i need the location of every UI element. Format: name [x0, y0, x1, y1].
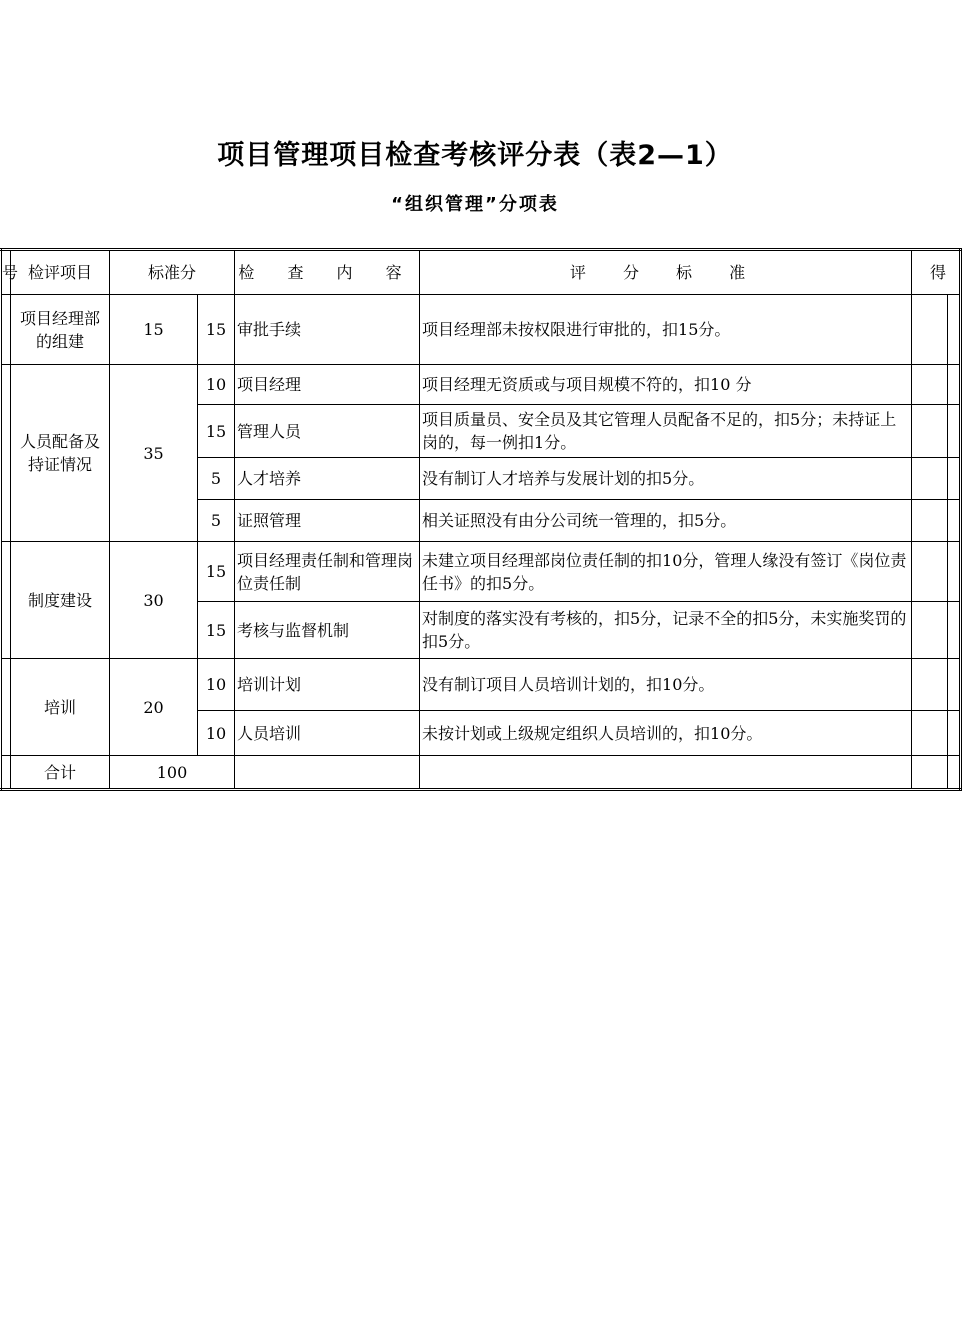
item-cell: 制度建设 [11, 542, 110, 659]
trailing-cell [948, 365, 961, 405]
score-table-container [0, 248, 959, 792]
score-cell [912, 542, 948, 602]
criteria-cell: 项目经理部未按权限进行审批的，扣15分。 [420, 295, 912, 365]
content-cell: 审批手续 [235, 295, 420, 365]
standard-score-cell: 15 [110, 295, 198, 365]
content-cell [235, 756, 420, 790]
trailing-cell [948, 458, 961, 500]
points-cell: 15 [198, 602, 235, 659]
score-cell [912, 405, 948, 458]
content-cell: 考核与监督机制 [235, 602, 420, 659]
content-cell: 培训计划 [235, 659, 420, 711]
points-cell: 15 [198, 405, 235, 458]
criteria-cell: 没有制订项目人员培训计划的，扣10分。 [420, 659, 912, 711]
item-cell: 人员配备及持证情况 [11, 365, 110, 542]
score-cell [912, 365, 948, 405]
criteria-cell [420, 756, 912, 790]
score-cell [912, 602, 948, 659]
content-cell: 管理人员 [235, 405, 420, 458]
standard-score-cell: 20 [110, 659, 198, 756]
trailing-cell [948, 295, 961, 365]
seq-cell [1, 542, 11, 659]
content-cell: 人才培养 [235, 458, 420, 500]
total-score-cell: 100 [110, 756, 235, 790]
header-check-content-cell: 检 查 内 容 [235, 250, 420, 295]
trailing-cell [948, 756, 961, 790]
score-cell [912, 295, 948, 365]
table-header-row [1, 250, 961, 295]
content-cell: 项目经理责任制和管理岗位责任制 [235, 542, 420, 602]
document-title: 项目管理项目检查考核评分表（表2—1） [217, 140, 733, 171]
points-cell: 10 [198, 711, 235, 756]
score-cell [912, 458, 948, 500]
header-standard-score-cell: 标准分 [110, 250, 235, 295]
criteria-cell: 没有制订人才培养与发展计划的扣5分。 [420, 458, 912, 500]
criteria-cell: 对制度的落实没有考核的，扣5分，记录不全的扣5分，未实施奖罚的扣5分。 [420, 602, 912, 659]
table-row [1, 295, 961, 365]
trailing-cell [948, 711, 961, 756]
score-cell [912, 756, 948, 790]
total-label-cell: 合计 [11, 756, 110, 790]
trailing-cell [948, 500, 961, 542]
standard-score-cell: 30 [110, 542, 198, 659]
header-score-cell: 得 [912, 250, 961, 295]
seq-cell [1, 659, 11, 756]
content-cell: 项目经理 [235, 365, 420, 405]
trailing-cell [948, 405, 961, 458]
seq-cell [1, 365, 11, 542]
points-cell: 15 [198, 295, 235, 365]
points-cell: 15 [198, 542, 235, 602]
points-cell: 10 [198, 659, 235, 711]
points-cell: 5 [198, 500, 235, 542]
header-criteria-cell: 评 分 标 准 [420, 250, 912, 295]
document-subtitle: “组织管理”分项表 [391, 194, 559, 215]
criteria-cell: 未建立项目经理部岗位责任制的扣10分，管理人缘没有签订《岗位责任书》的扣5分。 [420, 542, 912, 602]
score-cell [912, 500, 948, 542]
score-cell [912, 659, 948, 711]
header-item-cell: 检评项目 [11, 250, 110, 295]
table-row [1, 365, 961, 405]
points-cell: 5 [198, 458, 235, 500]
criteria-cell: 项目经理无资质或与项目规模不符的，扣10 分 [420, 365, 912, 405]
total-row [1, 756, 961, 790]
item-cell: 项目经理部的组建 [11, 295, 110, 365]
trailing-cell [948, 602, 961, 659]
criteria-cell: 相关证照没有由分公司统一管理的，扣5分。 [420, 500, 912, 542]
trailing-cell [948, 659, 961, 711]
content-cell: 人员培训 [235, 711, 420, 756]
table-row [1, 542, 961, 602]
header-seq-cell: 号 [1, 250, 11, 295]
score-table [0, 248, 962, 791]
table-row [1, 659, 961, 711]
criteria-cell: 项目质量员、安全员及其它管理人员配备不足的，扣5分；未持证上岗的，每一例扣1分。 [420, 405, 912, 458]
seq-cell [1, 295, 11, 365]
seq-cell [1, 756, 11, 790]
points-cell: 10 [198, 365, 235, 405]
trailing-cell [948, 542, 961, 602]
score-cell [912, 711, 948, 756]
standard-score-cell: 35 [110, 365, 198, 542]
item-cell: 培训 [11, 659, 110, 756]
content-cell: 证照管理 [235, 500, 420, 542]
criteria-cell: 未按计划或上级规定组织人员培训的，扣10分。 [420, 711, 912, 756]
